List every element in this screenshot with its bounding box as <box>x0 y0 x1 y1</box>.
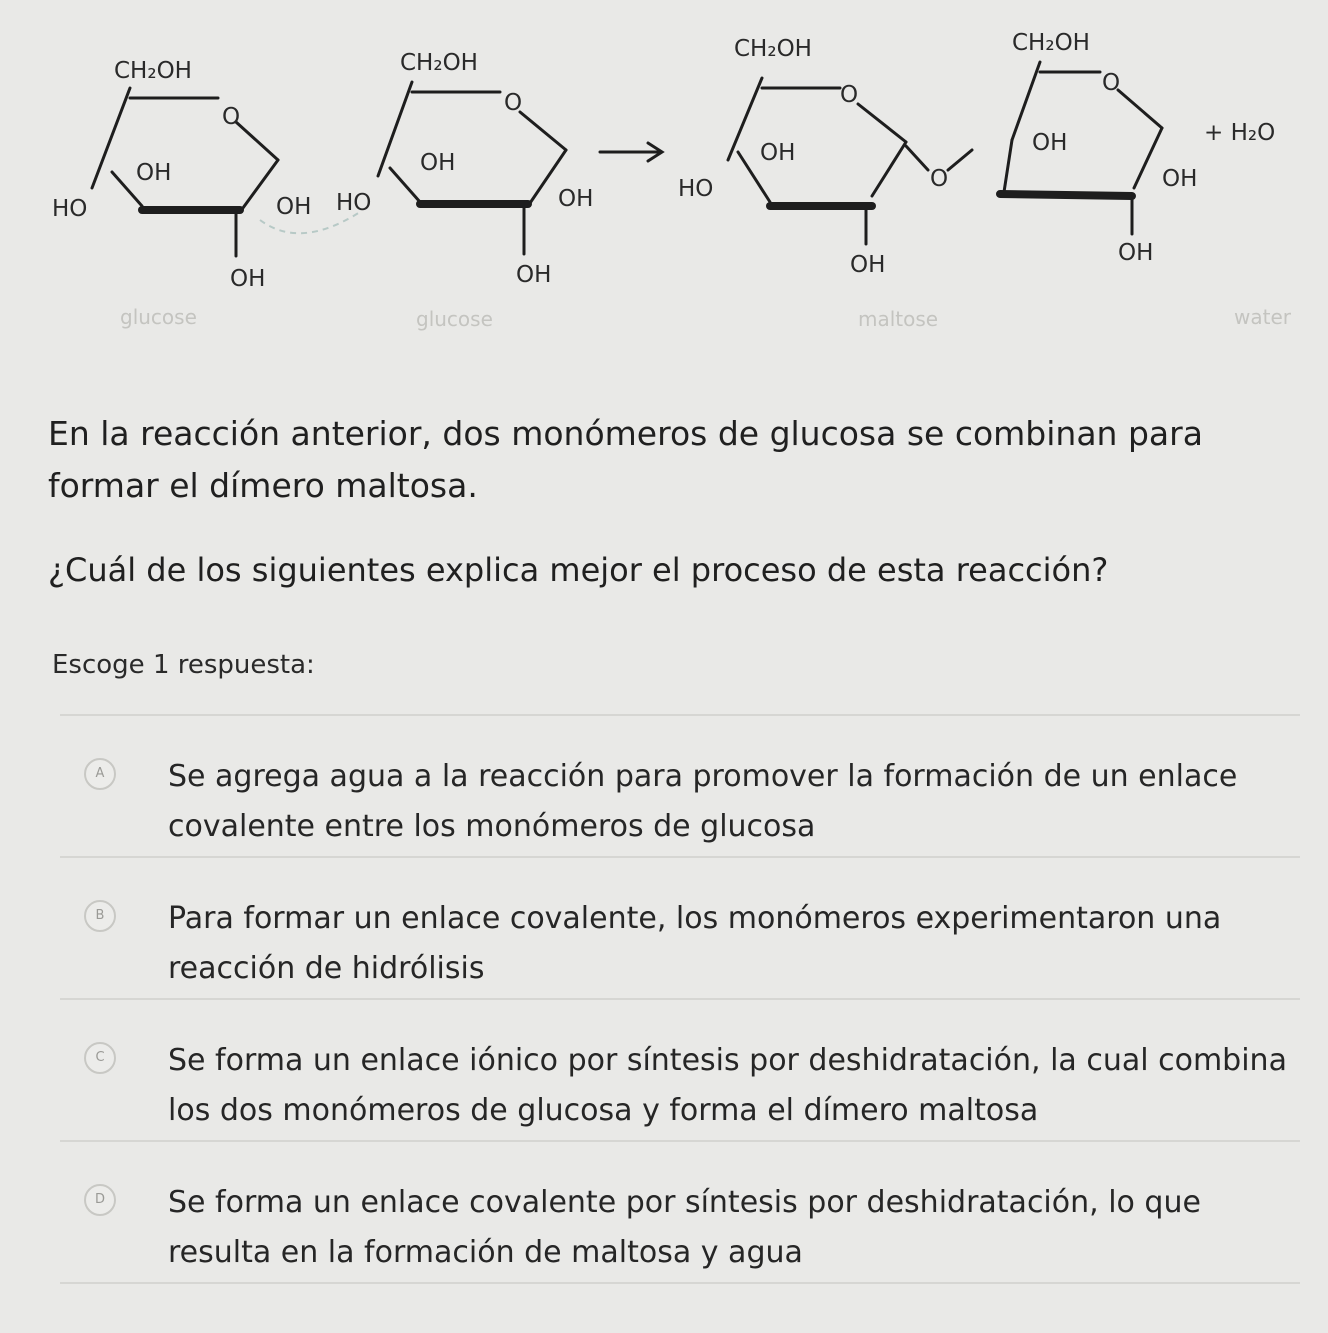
answer-option-d-text: Se forma un enlace covalente por síntesis por deshidratación, lo que resulta en la formación de maltosa y agua <box>168 1185 1201 1270</box>
reaction-diagram-svg <box>0 0 1328 350</box>
answer-option-a-text: Se agrega agua a la reacción para promover la formación de un enlace covalente entre los monómeros de glucosa <box>168 759 1238 844</box>
maltose-ring1-ch2oh-bond <box>728 78 762 160</box>
glucose1-ring-right-upper <box>236 122 278 160</box>
glucose1-oh: OH <box>136 160 172 186</box>
answer-option-b-text: Para formar un enlace covalente, los monómeros experimentaron una reacción de hidrólisis <box>168 901 1222 986</box>
radio-b[interactable]: B <box>84 900 116 932</box>
reaction-diagram <box>0 0 1328 350</box>
answer-option-d[interactable] <box>60 1142 1300 1282</box>
glucose2-ho: HO <box>336 190 372 216</box>
glucose2-oh-right: OH <box>558 186 594 212</box>
answer-option-c-text: Se forma un enlace iónico por síntesis por deshidratación, la cual combina los dos monómeros de glucosa y forma el dímero maltosa <box>168 1043 1287 1128</box>
maltose-ring1-ring-o: O <box>840 82 859 108</box>
answer-option-a[interactable] <box>60 716 1300 856</box>
maltose-ring1-oh: OH <box>760 140 796 166</box>
maltose-ring2-right-lower <box>1134 128 1162 188</box>
answer-options <box>60 714 1300 1284</box>
glucose1-ring-o: O <box>222 104 241 130</box>
maltose-ring1-ho: HO <box>678 176 714 202</box>
plus-water: + H₂O <box>1204 120 1276 146</box>
glucose1-ch2oh: CH₂OH <box>114 58 192 84</box>
maltose-ring2-left <box>1004 140 1012 192</box>
maltose-ring2-right-upper <box>1118 90 1162 128</box>
maltose-ring2-oh-bottom: OH <box>1118 240 1154 266</box>
glucose2-oh: OH <box>420 150 456 176</box>
glycosidic-bond-left <box>906 146 928 170</box>
answer-option-c[interactable] <box>60 1000 1300 1140</box>
maltose-ring1-right-lower <box>872 142 906 196</box>
intro-text: En la reacción anterior, dos monómeros de glucosa se combinan para formar el dímero maltosa. <box>48 414 1203 505</box>
glucose1-ring-right-lower <box>240 160 278 212</box>
glucose2-ring-right-upper <box>520 112 566 150</box>
glycosidic-oxygen: O <box>930 166 949 192</box>
maltose-label: maltose <box>858 307 939 331</box>
glucose-label-1: glucose <box>120 305 197 329</box>
reaction-arrow <box>600 143 662 161</box>
maltose-ring2-bottom <box>1000 194 1132 196</box>
maltose-ring1-ch2oh: CH₂OH <box>734 36 812 62</box>
maltose-ring1-right-upper <box>858 104 906 142</box>
glucose-label-2: glucose <box>416 307 493 331</box>
radio-a[interactable]: A <box>84 758 116 790</box>
maltose-ring2-oh-right: OH <box>1162 166 1198 192</box>
glucose2-oh-bottom: OH <box>516 262 552 288</box>
glucose1-ho: HO <box>52 196 88 222</box>
maltose-ring2-oh: OH <box>1032 130 1068 156</box>
answer-option-b[interactable] <box>60 858 1300 998</box>
maltose-ring2-ch2oh-bond <box>1012 62 1040 140</box>
maltose-ring2-ch2oh: CH₂OH <box>1012 30 1090 56</box>
glucose1-oh-bottom: OH <box>230 266 266 292</box>
question-text: ¿Cuál de los siguientes explica mejor el proceso de esta reacción? <box>48 551 1109 589</box>
answer-prompt: Escoge 1 respuesta: <box>52 650 315 680</box>
maltose-ring1-oh-bottom: OH <box>850 252 886 278</box>
maltose-ring2-ring-o: O <box>1102 70 1121 96</box>
glucose2-ring-o: O <box>504 90 523 116</box>
glucose1-oh-right: OH <box>276 194 312 220</box>
glucose2-ch2oh: CH₂OH <box>400 50 478 76</box>
radio-c[interactable]: C <box>84 1042 116 1074</box>
divider <box>60 1282 1300 1284</box>
glucose2-ring-left <box>390 168 420 202</box>
glycosidic-bond-right <box>948 150 972 170</box>
radio-d[interactable]: D <box>84 1184 116 1216</box>
glucose2-ch2oh-bond <box>378 82 412 176</box>
water-label: water <box>1234 305 1291 329</box>
